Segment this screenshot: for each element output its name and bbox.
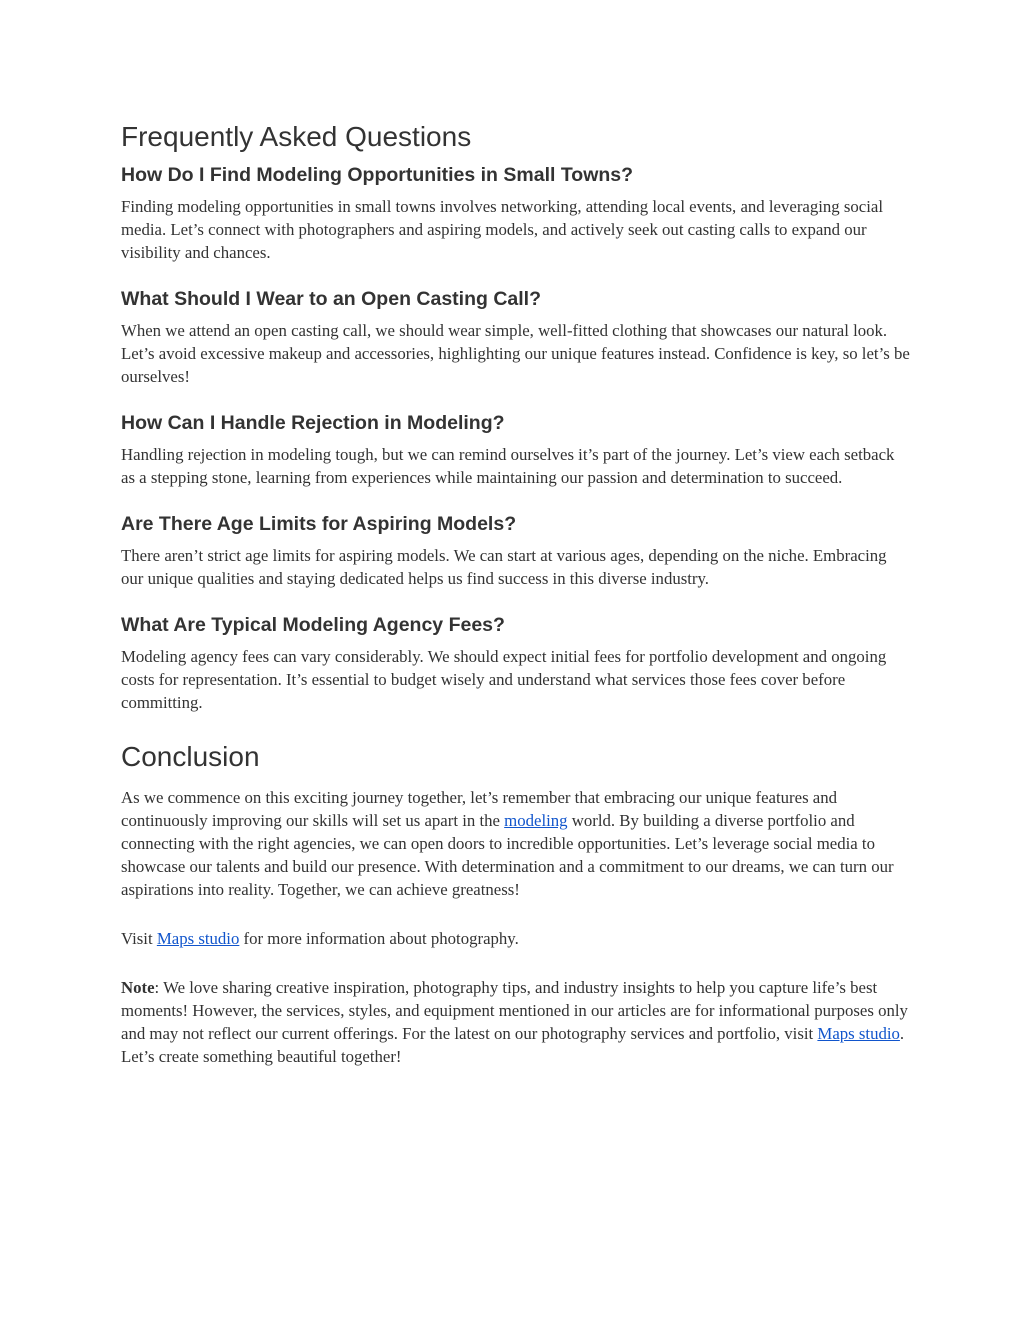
faq-answer: Modeling agency fees can vary considerably. We should expect initial fees for portfolio development and ongoing costs for representation. It’s essential to budget wisely and understand what services those fees cover before committing.	[121, 647, 887, 712]
note-text-start: : We love sharing creative inspiration, photography tips, and industry insights to help you capture life’s best moments! However, the services, styles, and equipment mentioned in our articles are for informational purposes only and may not reflect our current offerings. For the latest on our photography services and portfolio, visit	[121, 978, 908, 1043]
faq-item	[121, 612, 911, 714]
conclusion-paragraph	[121, 786, 911, 901]
conclusion-heading: Conclusion	[121, 741, 260, 772]
faq-question: What Should I Wear to an Open Casting Call?	[121, 288, 541, 310]
faq-item	[121, 511, 911, 590]
maps-studio-note-link[interactable]: Maps studio	[817, 1024, 900, 1043]
note-paragraph	[121, 976, 911, 1068]
faq-heading: Frequently Asked Questions	[121, 121, 472, 152]
faq-question: How Do I Find Modeling Opportunities in Small Towns?	[121, 164, 634, 186]
visit-suffix: for more information about photography.	[239, 929, 519, 948]
faq-answer: When we attend an open casting call, we should wear simple, well-fitted clothing that showcases our natural look. Let’s avoid excessive makeup and accessories, highlighting our unique features instead. Confidence is key, so let’s be ourselves!	[121, 321, 910, 386]
visit-prefix: Visit	[121, 929, 157, 948]
visit-paragraph	[121, 927, 911, 950]
faq-answer: There aren’t strict age limits for aspiring models. We can start at various ages, depending on the niche. Embracing our unique qualities and staying dedicated helps us find success in this diverse industry.	[121, 546, 887, 588]
note-text-end: . Let’s create something beautiful together!	[121, 1024, 905, 1066]
faq-question: Are There Age Limits for Aspiring Models?	[121, 513, 517, 535]
faq-answer: Handling rejection in modeling tough, but we can remind ourselves it’s part of the journey. Let’s view each setback as a stepping stone, learning from experiences while maintaining our passion and determination to succeed.	[121, 445, 895, 487]
faq-item	[121, 286, 911, 388]
modeling-link[interactable]: modeling	[504, 811, 568, 830]
faq-item	[121, 162, 911, 264]
faq-question: How Can I Handle Rejection in Modeling?	[121, 412, 505, 434]
faq-answer: Finding modeling opportunities in small towns involves networking, attending local events, and leveraging social media. Let’s connect with photographers and aspiring models, and actively seek out casting calls to expand our visibility and chances.	[121, 197, 884, 262]
maps-studio-link[interactable]: Maps studio	[156, 929, 240, 948]
conclusion-text-end: world. By building a diverse portfolio and connecting with the right agencies, we can open doors to incredible opportunities. Let’s leverage social media to showcase our talents and build our presence. With determination and a commitment to our dreams, we can turn our aspirations into reality. Together, we can achieve greatness!	[121, 811, 894, 899]
note-label: Note	[121, 978, 155, 997]
faq-question: What Are Typical Modeling Agency Fees?	[121, 614, 505, 636]
document-page	[121, 118, 911, 1068]
conclusion-text-start: As we commence on this exciting journey together, let’s remember that embracing our unique features and continuously improving our skills will set us apart in the	[121, 788, 838, 830]
faq-item	[121, 410, 911, 489]
